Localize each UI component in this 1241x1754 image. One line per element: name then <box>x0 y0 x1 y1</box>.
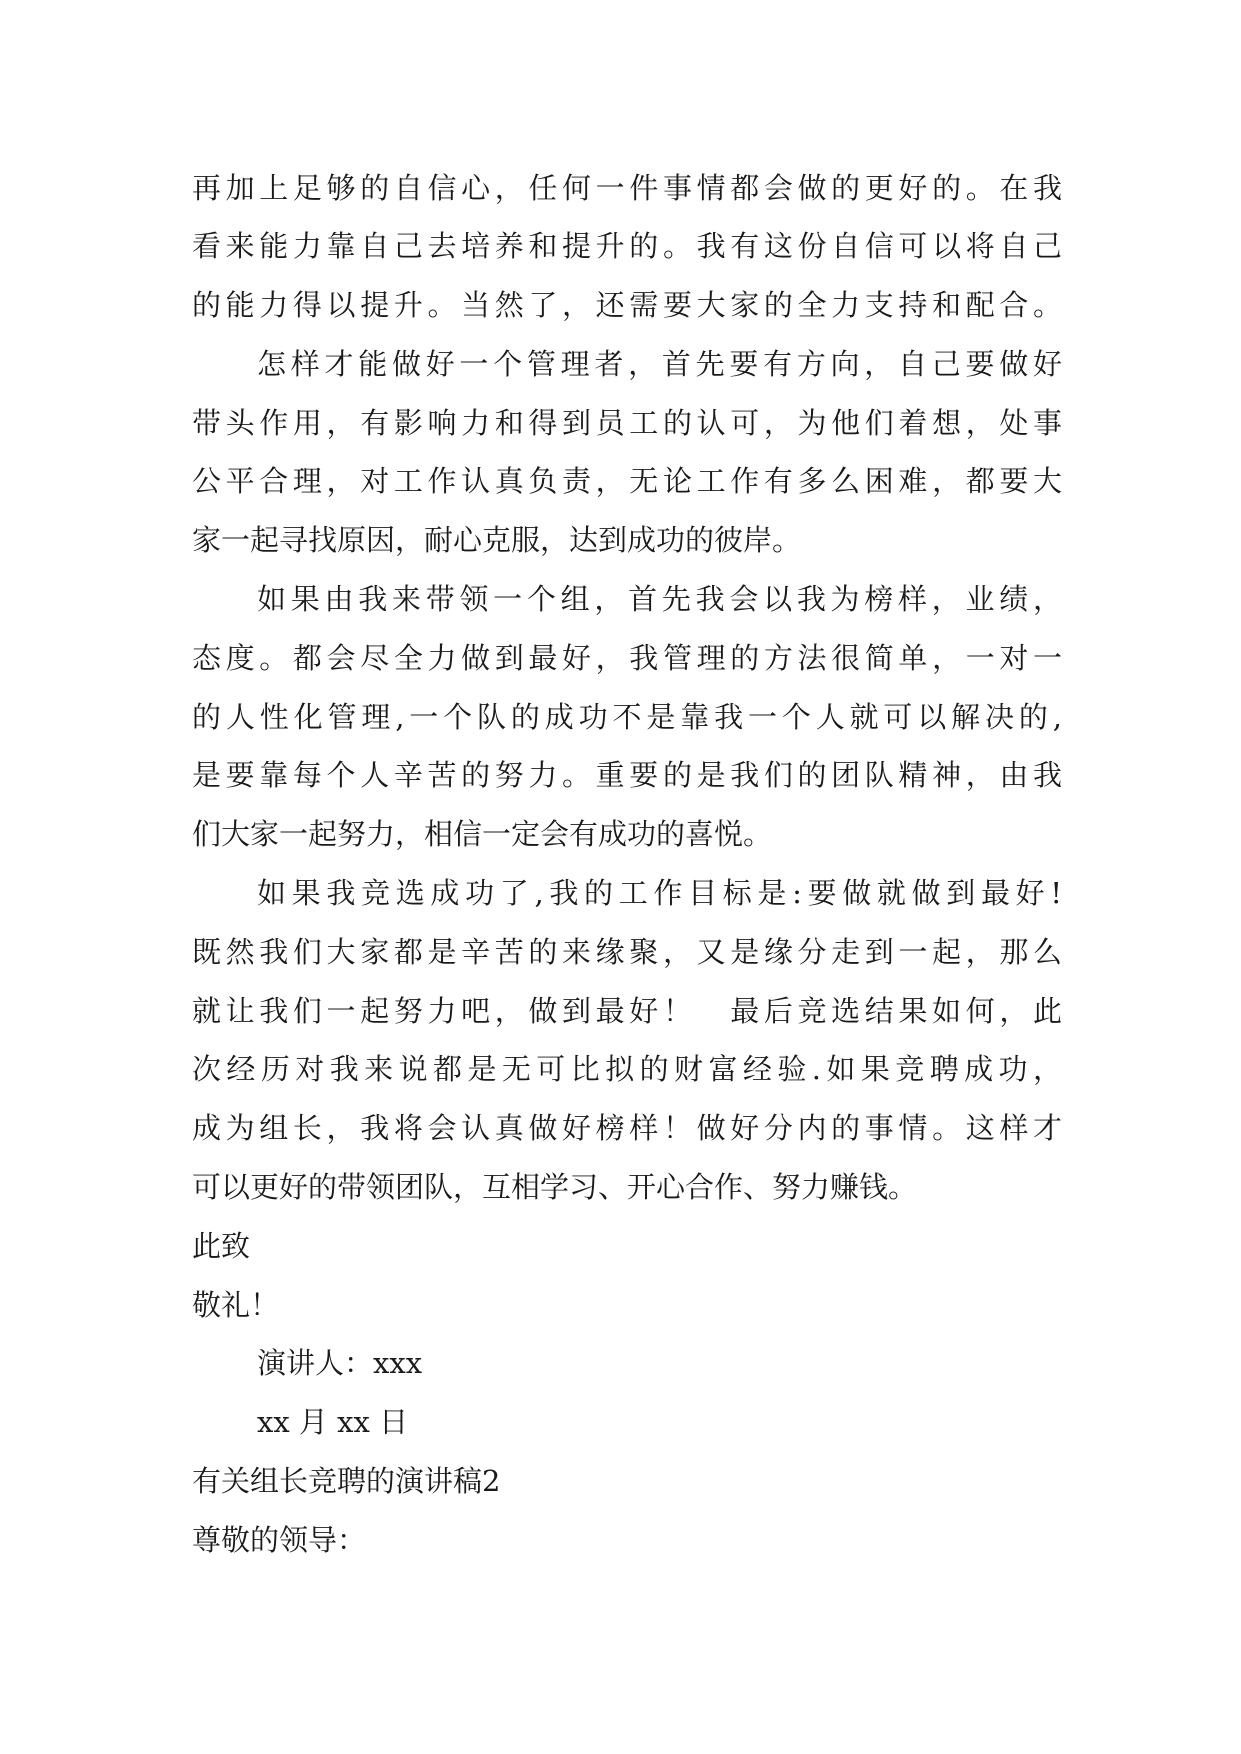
speaker-line: 演讲人：xxx <box>257 1346 423 1380</box>
paragraph-line: 态度。都会尽全力做到最好，我管理的方法很简单，一对一 <box>192 641 1062 675</box>
paragraph-line: 家一起寻找原因，耐心克服，达到成功的彼岸。 <box>192 523 802 557</box>
paragraph-line: 公平合理，对工作认真负责，无论工作有多么困难，都要大 <box>192 464 1062 498</box>
section-title: 有关组长竞聘的演讲稿2 <box>192 1464 501 1498</box>
paragraph-line: 看来能力靠自己去培养和提升的。我有这份自信可以将自己 <box>192 229 1062 263</box>
salutation-line: 尊敬的领导： <box>192 1523 367 1557</box>
paragraph-line: 们大家一起努力，相信一定会有成功的喜悦。 <box>192 817 773 851</box>
paragraph-line: 次经历对我来说都是无可比拟的财富经验.如果竞聘成功， <box>192 1052 1062 1086</box>
closing-line: 敬礼！ <box>192 1288 280 1322</box>
paragraph-line: 怎样才能做好一个管理者，首先要有方向，自己要做好 <box>257 347 1062 381</box>
closing-line: 此致 <box>192 1229 251 1263</box>
paragraph-line: 可以更好的带领团队，互相学习、开心合作、努力赚钱。 <box>192 1170 918 1204</box>
date-line: xx 月 xx 日 <box>257 1405 409 1439</box>
paragraph-line: 如果由我来带领一个组，首先我会以我为榜样，业绩， <box>257 582 1062 616</box>
paragraph-line: 既然我们大家都是辛苦的来缘聚，又是缘分走到一起，那么 <box>192 935 1062 969</box>
paragraph-line: 的人性化管理,一个队的成功不是靠我一个人就可以解决的, <box>192 700 1062 734</box>
paragraph-line: 是要靠每个人辛苦的努力。重要的是我们的团队精神，由我 <box>192 758 1062 792</box>
paragraph-line: 就让我们一起努力吧，做到最好！ 最后竞选结果如何，此 <box>192 994 1062 1028</box>
paragraph-line: 带头作用，有影响力和得到员工的认可，为他们着想，处事 <box>192 406 1062 440</box>
paragraph-line: 再加上足够的自信心，任何一件事情都会做的更好的。在我 <box>192 171 1062 205</box>
paragraph-line: 的能力得以提升。当然了，还需要大家的全力支持和配合。 <box>192 288 1062 322</box>
paragraph-line: 如果我竞选成功了,我的工作目标是:要做就做到最好! <box>257 876 1062 910</box>
paragraph-line: 成为组长，我将会认真做好榜样！做好分内的事情。这样才 <box>192 1111 1062 1145</box>
